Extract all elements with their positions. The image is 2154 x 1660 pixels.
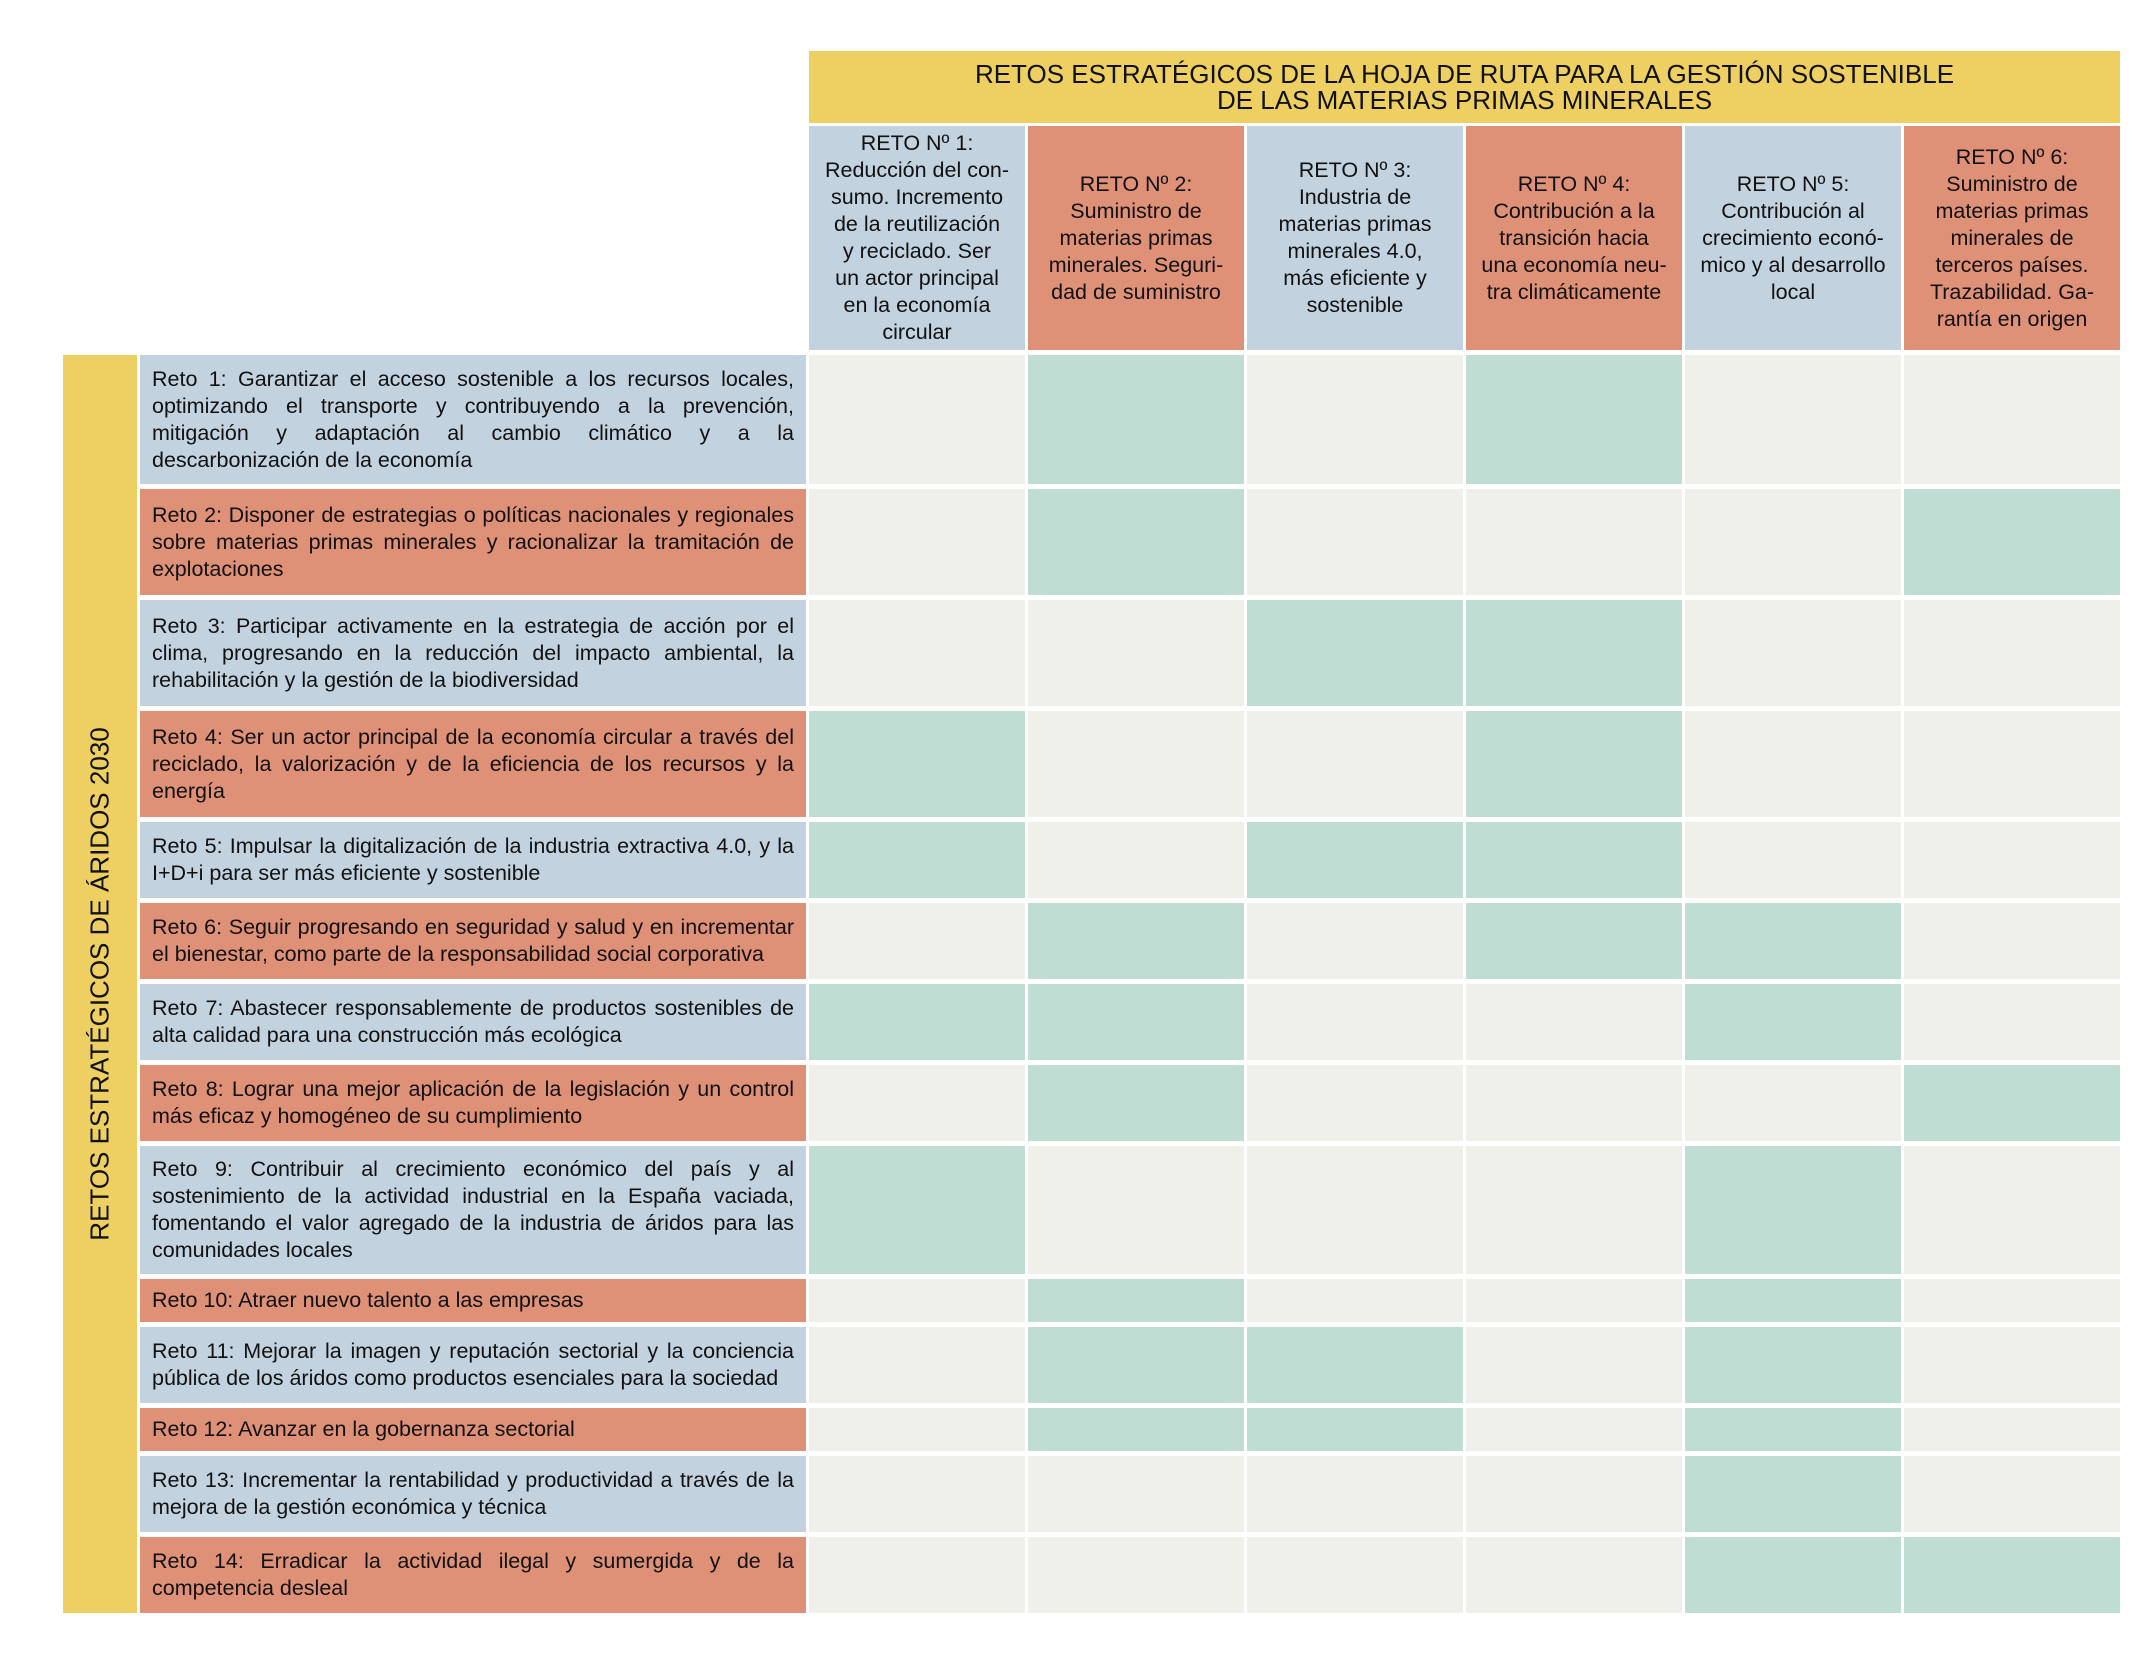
matrix-cell-empty: [809, 903, 1025, 979]
matrix-cell-marked: [1028, 1327, 1244, 1403]
matrix-cell-empty: [1466, 1327, 1682, 1403]
matrix-cell-empty: [1028, 600, 1244, 706]
column-header-line: Suministro de: [1946, 171, 2078, 196]
matrix-cell-empty: [809, 1537, 1025, 1613]
column-header-line: materias primas: [1935, 198, 2089, 223]
matrix-cell-marked: [1466, 822, 1682, 898]
column-header-line: materias primas: [1059, 225, 1213, 250]
matrix-cell-marked: [1466, 355, 1682, 484]
matrix-cell-marked: [1028, 903, 1244, 979]
column-header-line: tra climáticamente: [1486, 279, 1662, 304]
column-header-line: dad de suministro: [1051, 279, 1221, 304]
column-header-line: minerales 4.0,: [1287, 239, 1423, 263]
row-label-text: Reto 4: Ser un actor principal de la economía circular a través del reciclado, la valorización y de la eficiencia de los recursos y la energía: [152, 724, 794, 803]
column-header-line: sostenible: [1306, 293, 1404, 317]
matrix-cell-marked: [1904, 489, 2120, 595]
matrix-cell-marked: [1466, 711, 1682, 817]
matrix-cell-empty: [1904, 600, 2120, 706]
column-header-line: Reducción del con-: [824, 158, 1010, 182]
column-header-line: Industria de: [1298, 185, 1412, 209]
matrix-cell-empty: [1028, 711, 1244, 817]
matrix-cell-empty: [1247, 1065, 1463, 1141]
matrix-cell-marked: [1685, 1537, 1901, 1613]
matrix-cell-empty: [809, 1408, 1025, 1451]
matrix-cell-marked: [809, 822, 1025, 898]
matrix-cell-empty: [1685, 822, 1901, 898]
column-header-line: sumo. Incremento: [830, 185, 1004, 209]
matrix-title: [809, 51, 2120, 123]
column-header-line: Contribución al: [1721, 198, 1865, 223]
matrix-cell-empty: [809, 1327, 1025, 1403]
matrix-cell-empty: [1904, 1327, 2120, 1403]
matrix-cell-marked: [809, 1146, 1025, 1274]
matrix-title-line-2: DE LAS MATERIAS PRIMAS MINERALES: [1216, 85, 1713, 115]
matrix-cell-empty: [1685, 1065, 1901, 1141]
side-label: RETOS ESTRATÉGICOS DE ÁRIDOS 2030: [84, 727, 115, 1241]
matrix-cell-empty: [1904, 711, 2120, 817]
matrix-cell-empty: [1466, 1279, 1682, 1322]
matrix-cell-marked: [1466, 600, 1682, 706]
matrix-cell-empty: [1466, 984, 1682, 1060]
matrix-cell-empty: [1247, 1279, 1463, 1322]
matrix-cell-empty: [1028, 822, 1244, 898]
matrix-cell-marked: [1685, 984, 1901, 1060]
matrix-cell-marked: [1028, 489, 1244, 595]
column-header-line: de la reutilización: [833, 212, 1001, 236]
matrix-cell-marked: [1685, 1279, 1901, 1322]
matrix-cell-empty: [1904, 355, 2120, 484]
matrix-cell-empty: [1904, 984, 2120, 1060]
column-header-line: mico y al desarrollo: [1700, 252, 1886, 277]
matrix-cell-marked: [1685, 1327, 1901, 1403]
row-label-reto-9: [140, 1146, 806, 1274]
matrix-cell-empty: [1904, 822, 2120, 898]
column-header-line: un actor principal: [835, 266, 999, 290]
matrix-cell-marked: [809, 984, 1025, 1060]
matrix-cell-empty: [1247, 903, 1463, 979]
column-header-reto-3: [1247, 126, 1463, 350]
column-header-line: RETO Nº 2:: [1079, 171, 1193, 196]
row-label-text: Reto 5: Impulsar la digitalización de la industria extractiva 4.0, y la I+D+i para ser más eficiente y sostenible: [152, 834, 794, 885]
matrix-cell-empty: [1466, 489, 1682, 595]
matrix-cell-marked: [1247, 822, 1463, 898]
matrix-cell-empty: [1466, 1065, 1682, 1141]
matrix-cell-empty: [809, 355, 1025, 484]
column-header-line: transición hacia: [1499, 225, 1649, 250]
matrix-cell-empty: [1247, 1456, 1463, 1532]
column-header-line: RETO Nº 6:: [1955, 144, 2069, 169]
row-label-text: Reto 10: Atraer nuevo talento a las empresas: [152, 1288, 584, 1312]
matrix-cell-empty: [1685, 489, 1901, 595]
matrix-cell-empty: [1685, 600, 1901, 706]
matrix-cell-empty: [1904, 1146, 2120, 1274]
column-header-reto-1: [809, 126, 1025, 350]
row-label-reto-14: [140, 1537, 806, 1613]
row-label-text: Reto 11: Mejorar la imagen y reputación sectorial y la conciencia pública de los áridos como productos esenciales para la sociedad: [152, 1339, 794, 1390]
matrix-cell-marked: [809, 711, 1025, 817]
row-label-reto-4: [140, 711, 806, 817]
matrix-cell-empty: [809, 1456, 1025, 1532]
column-header-line: local: [1770, 279, 1816, 304]
matrix-cell-empty: [809, 1065, 1025, 1141]
matrix-cell-empty: [1466, 1146, 1682, 1274]
matrix-cell-marked: [1028, 1408, 1244, 1451]
matrix-cell-empty: [1904, 903, 2120, 979]
matrix-cell-marked: [1685, 1456, 1901, 1532]
matrix-cell-empty: [1466, 1408, 1682, 1451]
row-label-reto-3: [140, 600, 806, 706]
row-label-text: Reto 12: Avanzar en la gobernanza sectorial: [152, 1417, 575, 1441]
column-header-line: RETO Nº 1:: [860, 131, 974, 155]
column-header-line: minerales. Seguri-: [1048, 252, 1224, 277]
column-header-line: materias primas: [1278, 212, 1432, 236]
side-label-band: [63, 355, 137, 1613]
row-label-text: Reto 1: Garantizar el acceso sostenible a los recursos locales, optimizando el transporte y contribuyendo a la prevención, mitigación y adaptación al cambio climático y a la descarbonización de la economía: [152, 366, 794, 472]
matrix-cell-marked: [1904, 1537, 2120, 1613]
row-label-text: Reto 2: Disponer de estrategias o políticas nacionales y regionales sobre materias primas minerales y racionalizar la tramitación de explotaciones: [152, 502, 794, 581]
strategic-challenges-matrix: [63, 51, 2121, 1613]
column-header-line: circular: [882, 320, 952, 344]
row-label-reto-13: [140, 1456, 806, 1532]
matrix-cell-empty: [1247, 489, 1463, 595]
column-header-line: RETO Nº 5:: [1736, 171, 1850, 196]
matrix-cell-empty: [1247, 711, 1463, 817]
column-header-line: más eficiente y: [1283, 266, 1427, 290]
row-label-text: Reto 13: Incrementar la rentabilidad y productividad a través de la mejora de la gestión económica y técnica: [152, 1468, 794, 1519]
column-header-reto-5: [1685, 126, 1901, 350]
row-label-text: Reto 8: Lograr una mejor aplicación de la legislación y un control más eficaz y homogéneo de su cumplimiento: [152, 1077, 794, 1128]
matrix-cell-empty: [1028, 1146, 1244, 1274]
matrix-cell-empty: [1466, 1456, 1682, 1532]
column-header-line: una economía neu-: [1481, 252, 1667, 277]
row-label-reto-12: [140, 1408, 806, 1451]
row-label-reto-2: [140, 489, 806, 595]
matrix-cell-empty: [809, 1279, 1025, 1322]
matrix-cell-empty: [809, 489, 1025, 595]
column-header-reto-2: [1028, 126, 1244, 350]
row-label-text: Reto 6: Seguir progresando en seguridad y salud y en incrementar el bienestar, como parte de la responsabilidad social corporativa: [152, 915, 794, 966]
row-label-reto-11: [140, 1327, 806, 1403]
row-label-reto-7: [140, 984, 806, 1060]
matrix-cell-empty: [1247, 1146, 1463, 1274]
column-header-line: y reciclado. Ser: [842, 239, 992, 263]
matrix-cell-marked: [1685, 903, 1901, 979]
matrix-cell-empty: [1247, 355, 1463, 484]
matrix-cell-empty: [1028, 1456, 1244, 1532]
matrix-cell-marked: [1028, 1065, 1244, 1141]
column-header-line: Suministro de: [1070, 198, 1202, 223]
matrix-cell-empty: [1904, 1279, 2120, 1322]
matrix-cell-empty: [1247, 1537, 1463, 1613]
column-header-line: rantía en origen: [1936, 306, 2088, 331]
matrix-cell-empty: [1904, 1456, 2120, 1532]
row-label-text: Reto 14: Erradicar la actividad ilegal y sumergida y de la competencia desleal: [152, 1549, 794, 1600]
column-header-line: terceros países.: [1935, 252, 2089, 277]
column-header-line: Contribución a la: [1493, 198, 1655, 223]
matrix-cell-marked: [1904, 1065, 2120, 1141]
column-header-line: minerales de: [1950, 225, 2074, 250]
row-label-reto-10: [140, 1279, 806, 1322]
column-header-reto-4: [1466, 126, 1682, 350]
matrix-cell-marked: [1028, 984, 1244, 1060]
matrix-cell-empty: [1904, 1408, 2120, 1451]
row-label-text: Reto 9: Contribuir al crecimiento económico del país y al sostenimiento de la actividad industrial en la España vaciada, fomentando el valor agregado de la industria de áridos para las comunidades locales: [152, 1157, 794, 1262]
column-header-line: Trazabilidad. Ga-: [1929, 279, 2095, 304]
column-header-line: RETO Nº 3:: [1298, 158, 1412, 182]
row-label-reto-6: [140, 903, 806, 979]
matrix-cell-marked: [1028, 1279, 1244, 1322]
row-label-reto-8: [140, 1065, 806, 1141]
row-label-text: Reto 7: Abastecer responsablemente de productos sostenibles de alta calidad para una construcción más ecológica: [152, 996, 794, 1047]
column-header-line: en la economía: [843, 293, 991, 317]
matrix-title-line-1: RETOS ESTRATÉGICOS DE LA HOJA DE RUTA PARA LA GESTIÓN SOSTENIBLE: [974, 59, 1955, 89]
column-header-line: RETO Nº 4:: [1517, 171, 1631, 196]
matrix-cell-empty: [1685, 711, 1901, 817]
matrix-cell-marked: [1247, 1327, 1463, 1403]
matrix-cell-empty: [1028, 1537, 1244, 1613]
matrix-cell-empty: [809, 600, 1025, 706]
column-header-line: crecimiento econó-: [1702, 225, 1884, 250]
row-label-reto-5: [140, 822, 806, 898]
matrix-cell-marked: [1247, 600, 1463, 706]
matrix-cell-marked: [1247, 1408, 1463, 1451]
matrix-cell-marked: [1028, 355, 1244, 484]
matrix-cell-marked: [1685, 1408, 1901, 1451]
row-label-text: Reto 3: Participar activamente en la estrategia de acción por el clima, progresando en la reducción del impacto ambiental, la rehabilitación y la gestión de la biodiversidad: [152, 613, 794, 692]
matrix-cell-empty: [1466, 1537, 1682, 1613]
matrix-cell-empty: [1685, 355, 1901, 484]
matrix-cell-empty: [1247, 984, 1463, 1060]
matrix-cell-marked: [1466, 903, 1682, 979]
matrix-cell-marked: [1685, 1146, 1901, 1274]
column-header-reto-6: [1904, 126, 2120, 350]
row-label-reto-1: [140, 355, 806, 484]
